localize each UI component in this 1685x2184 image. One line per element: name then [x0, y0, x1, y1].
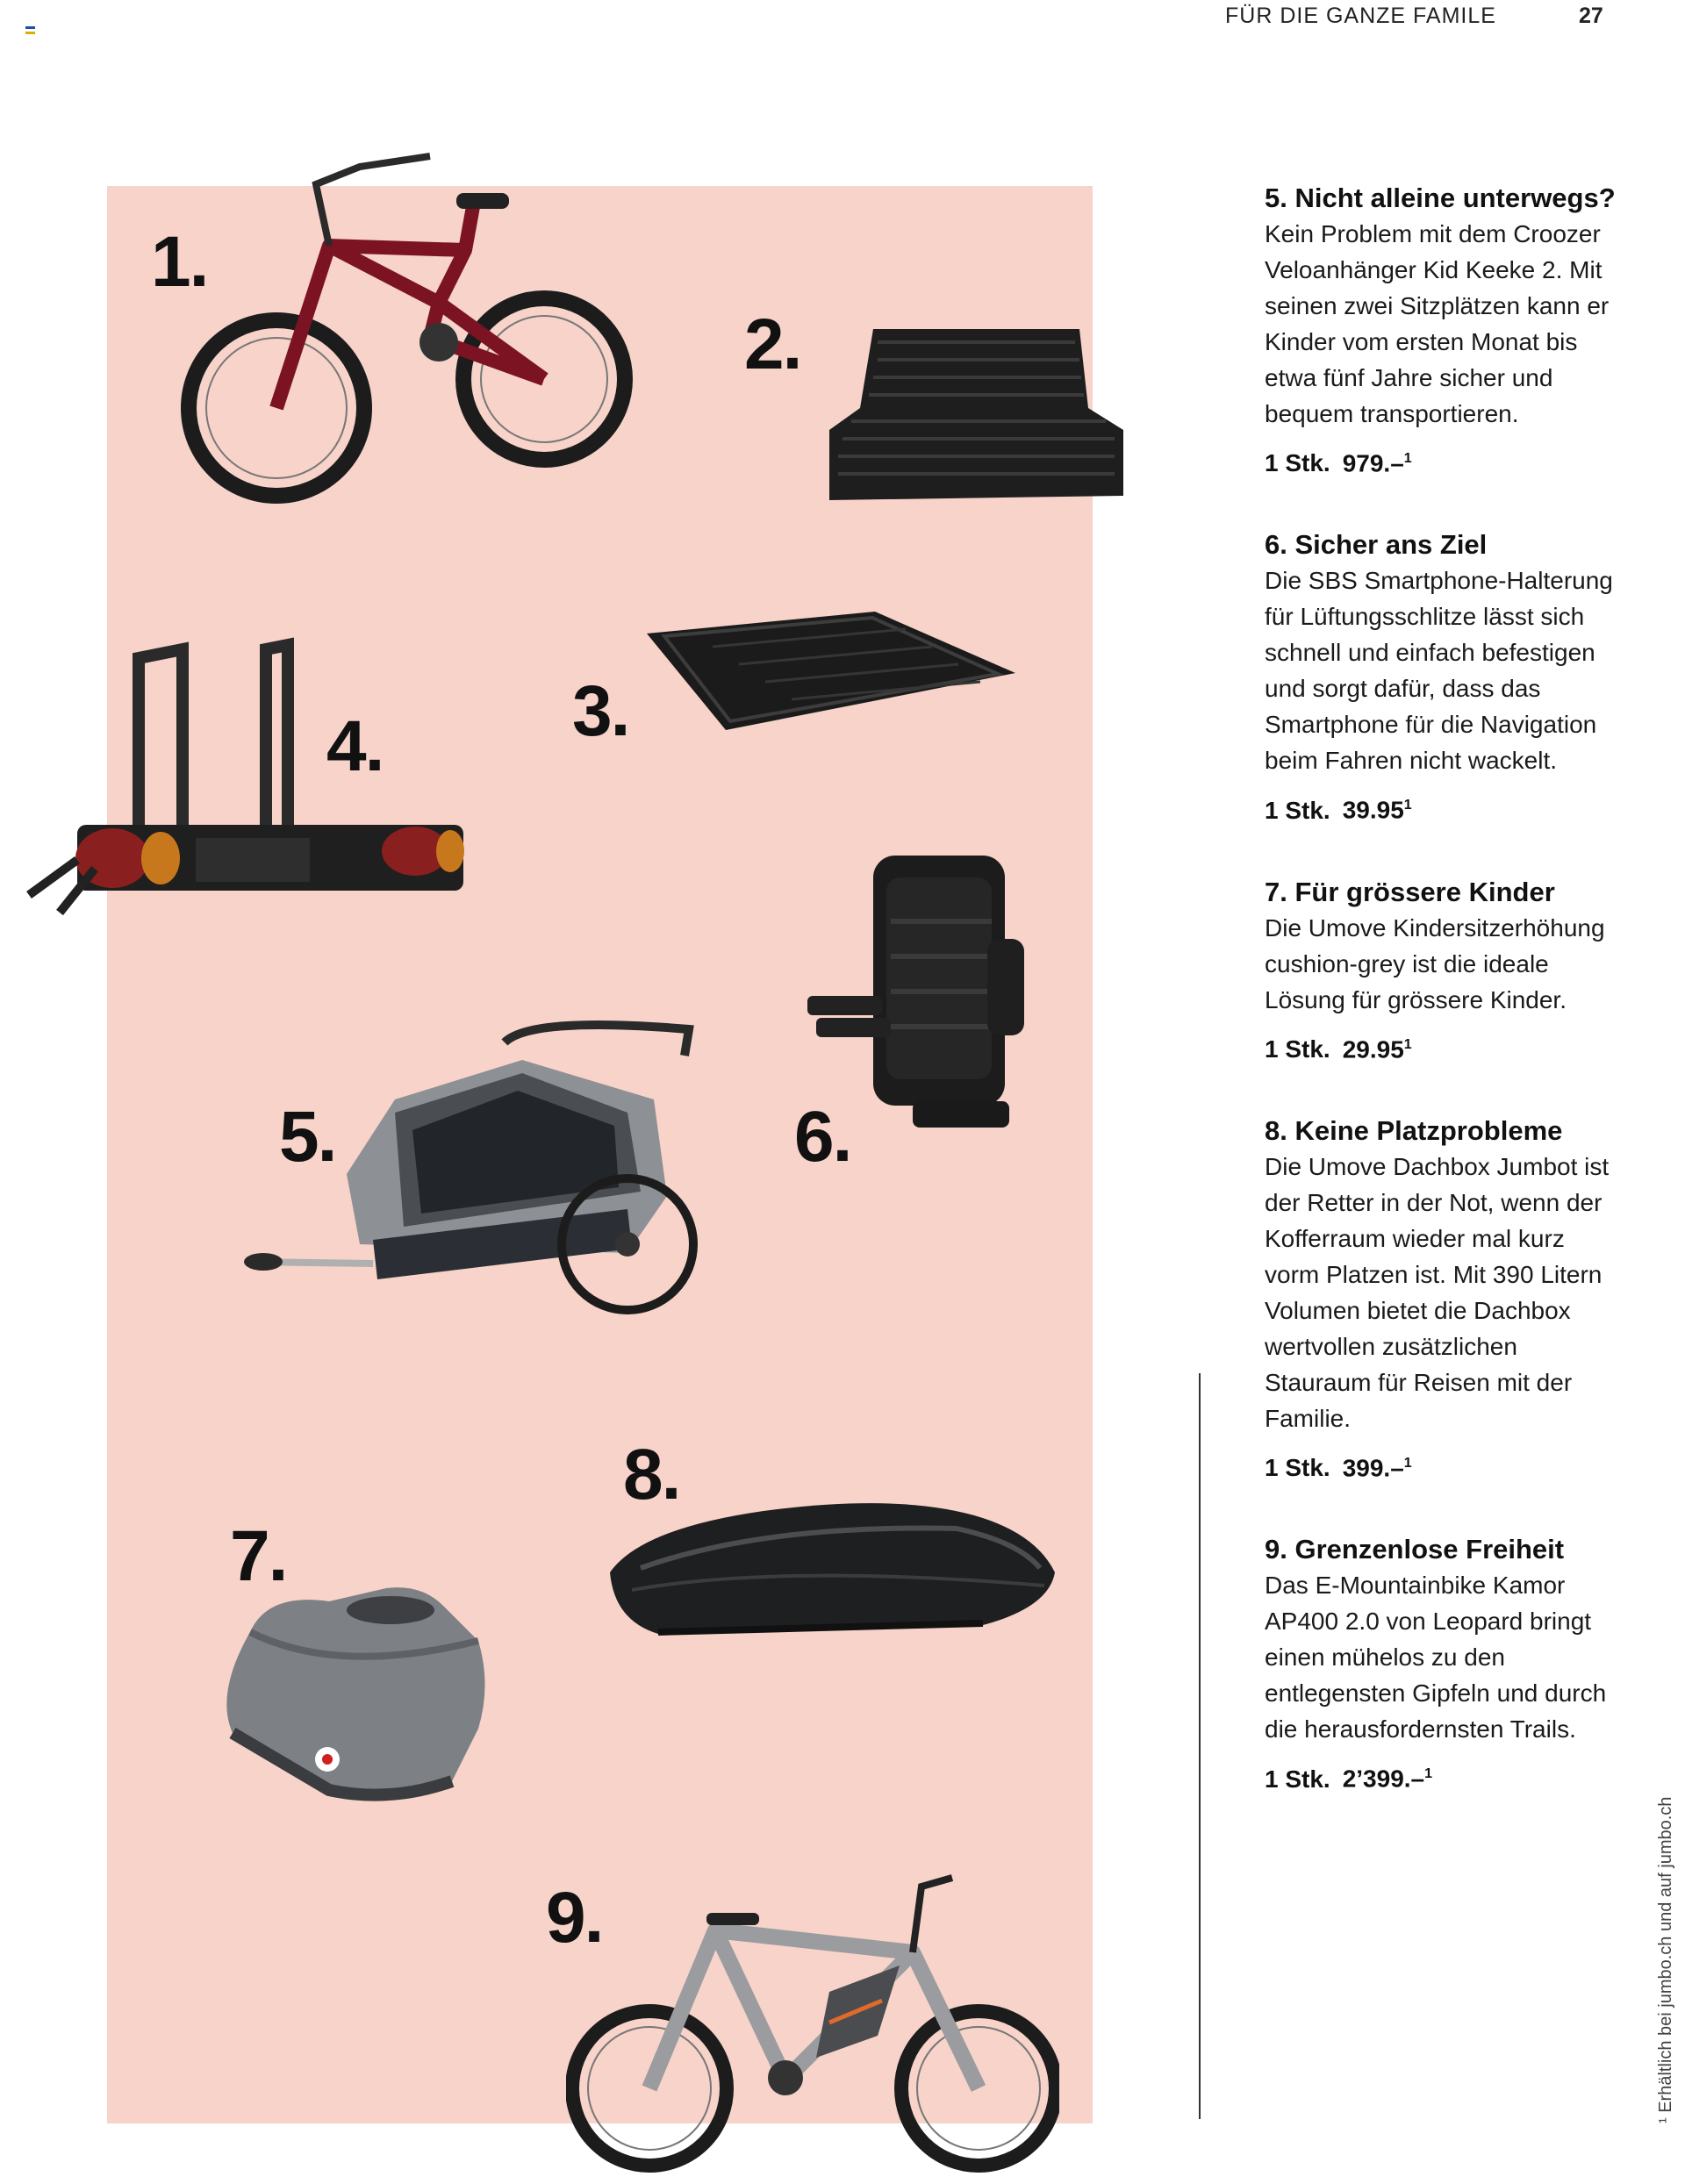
item-price-value: 2’399.– [1342, 1765, 1425, 1793]
item-quantity: 1 Stk. [1265, 1454, 1330, 1482]
item-quantity: 1 Stk. [1265, 1035, 1330, 1063]
product-number-8: 8. [623, 1435, 680, 1514]
item-description: Die Umove Kindersitzerhöhung cushion-grey ist die ideale Lösung für grössere Kinder. [1265, 913, 1605, 1013]
column-divider [1199, 1373, 1201, 2119]
flag-stripe-yellow [25, 32, 35, 34]
item-footnote: 1 [1403, 451, 1412, 466]
product-number-3: 3. [572, 671, 629, 751]
item-footnote: 1 [1403, 798, 1412, 813]
product-item-9 [1265, 1531, 1616, 1796]
product-number-1: 1. [151, 222, 208, 302]
product-item-7 [1265, 874, 1616, 1067]
product-number-4: 4. [326, 706, 384, 786]
product-item-5 [1265, 180, 1616, 481]
item-price-value: 979.– [1342, 449, 1404, 477]
product-number-6: 6. [794, 1097, 851, 1177]
bike-carrier-image [25, 632, 485, 926]
availability-footnote: ¹ Erhältlich bei jumbo.ch und auf jumbo.ch [1656, 1796, 1675, 2123]
item-title: 9. Grenzenlose Freiheit [1265, 1534, 1565, 1565]
product-number-2: 2. [744, 304, 801, 384]
item-title: 5. Nicht alleine unterwegs? [1265, 183, 1616, 213]
product-item-6 [1265, 526, 1616, 827]
trunk-mat-image [825, 325, 1128, 505]
product-number-5: 5. [279, 1097, 336, 1177]
roof-box-image [606, 1493, 1060, 1638]
item-footnote: 1 [1403, 1455, 1412, 1471]
item-description: Die Umove Dachbox Jumbot ist der Retter in der Not, wenn der Kofferraum wieder mal kurz vorm Platzen ist. Mit 390 Litern Volumen bietet die Dachbox wertvollen zusätzlichen Stauraum für Reisen mit der Familie. [1265, 1152, 1610, 1432]
item-price [1265, 1756, 1616, 1796]
item-quantity: 1 Stk. [1265, 1765, 1330, 1793]
e-mountainbike-image [566, 1869, 1059, 2176]
item-price-value: 39.95 [1342, 796, 1404, 824]
item-title: 8. Keine Platzprobleme [1265, 1114, 1563, 1146]
item-price [1265, 1445, 1616, 1486]
item-quantity: 1 Stk. [1265, 449, 1330, 477]
swiss-flag-icon [25, 26, 35, 34]
item-price-value: 399.– [1342, 1454, 1404, 1482]
trunk-tray-image [642, 607, 1020, 734]
kids-bike-image [176, 149, 649, 509]
item-price [1265, 1027, 1616, 1067]
page-number: 27 [1579, 4, 1603, 28]
item-price-value: 29.95 [1342, 1035, 1404, 1063]
booster-seat-image [215, 1579, 491, 1803]
product-item-8 [1265, 1113, 1616, 1486]
page-header [0, 0, 1685, 35]
product-number-7: 7. [230, 1516, 287, 1596]
phone-holder-image [803, 851, 1033, 1132]
product-descriptions [1265, 180, 1616, 1843]
item-price [1265, 787, 1616, 827]
item-title: 6. Sicher ans Ziel [1265, 529, 1488, 561]
item-title: 7. Für grössere Kinder [1265, 876, 1555, 907]
item-description: Kein Problem mit dem Croozer Veloanhänger Kid Keeke 2. Mit seinen zwei Sitzplätzen kann er Kinder vom ersten Monat bis etwa fünf Jahre sicher und bequem transportieren. [1265, 220, 1610, 427]
item-quantity: 1 Stk. [1265, 796, 1330, 824]
product-number-9: 9. [546, 1878, 603, 1958]
item-footnote: 1 [1403, 1036, 1412, 1052]
item-description: Die SBS Smartphone-Halterung für Lüftungsschlitze lässt sich schnell und einfach befestigen und sorgt dafür, dass das Smartphone für die Navigation beim Fahren nicht wackelt. [1265, 567, 1613, 775]
item-description: Das E-Mountainbike Kamor AP400 2.0 von Leopard bringt einen mühelos zu den entlegensten Gipfeln und durch die herausfordernsten Trails. [1265, 1572, 1607, 1744]
section-title: FÜR DIE GANZE FAMILE [1225, 4, 1496, 28]
item-price [1265, 440, 1616, 481]
item-footnote: 1 [1424, 1766, 1433, 1782]
